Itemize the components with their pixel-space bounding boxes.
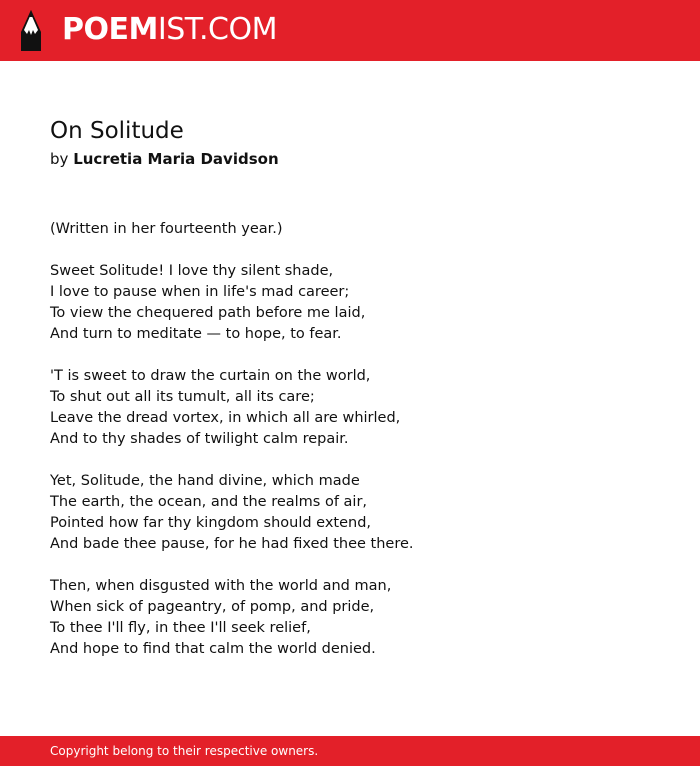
- poem-line: Leave the dread vortex, in which all are whirled,: [50, 410, 401, 426]
- poem-line: Yet, Solitude, the hand divine, which made: [50, 473, 360, 489]
- poem-line: I love to pause when in life's mad career;: [50, 284, 350, 300]
- poem-line: Pointed how far thy kingdom should extend,: [50, 515, 372, 531]
- poem-line: To thee I'll fly, in thee I'll seek relief,: [50, 620, 311, 636]
- site-footer: [0, 736, 700, 766]
- byline: [50, 146, 670, 172]
- poem-line: The earth, the ocean, and the realms of air,: [50, 494, 368, 510]
- stanza: [50, 219, 670, 240]
- stanza: [50, 366, 670, 450]
- poem-line: And hope to find that calm the world denied.: [50, 641, 376, 657]
- poem-heading: [50, 116, 670, 172]
- poem-line: To shut out all its tumult, all its care;: [50, 389, 315, 405]
- stanza: [50, 576, 670, 660]
- poem-title: On Solitude: [50, 118, 184, 144]
- site-header: [0, 0, 700, 61]
- poem-body: [50, 219, 670, 681]
- poem-line: To view the chequered path before me laid,: [50, 305, 366, 321]
- copyright-notice: Copyright belong to their respective owners.: [50, 744, 319, 758]
- poem-line: And turn to meditate — to hope, to fear.: [50, 326, 342, 342]
- poem-line: Then, when disgusted with the world and man,: [50, 578, 392, 594]
- pencil-tip-icon[interactable]: [19, 10, 43, 51]
- poem-line: (Written in her fourteenth year.): [50, 221, 283, 237]
- poem-line: And bade thee pause, for he had fixed thee there.: [50, 536, 414, 552]
- author-name: Lucretia Maria Davidson: [73, 150, 279, 168]
- poem-line: When sick of pageantry, of pomp, and pride,: [50, 599, 375, 615]
- poem-line: 'T is sweet to draw the curtain on the world,: [50, 368, 371, 384]
- stanza: [50, 471, 670, 555]
- logo-light-text: IST.COM: [157, 12, 277, 47]
- poem-line: Sweet Solitude! I love thy silent shade,: [50, 263, 334, 279]
- byline-prefix: by: [50, 150, 69, 168]
- site-logo[interactable]: [62, 12, 277, 48]
- logo-bold-text: POEM: [62, 12, 158, 47]
- poem-line: And to thy shades of twilight calm repair.: [50, 431, 349, 447]
- stanza: [50, 261, 670, 345]
